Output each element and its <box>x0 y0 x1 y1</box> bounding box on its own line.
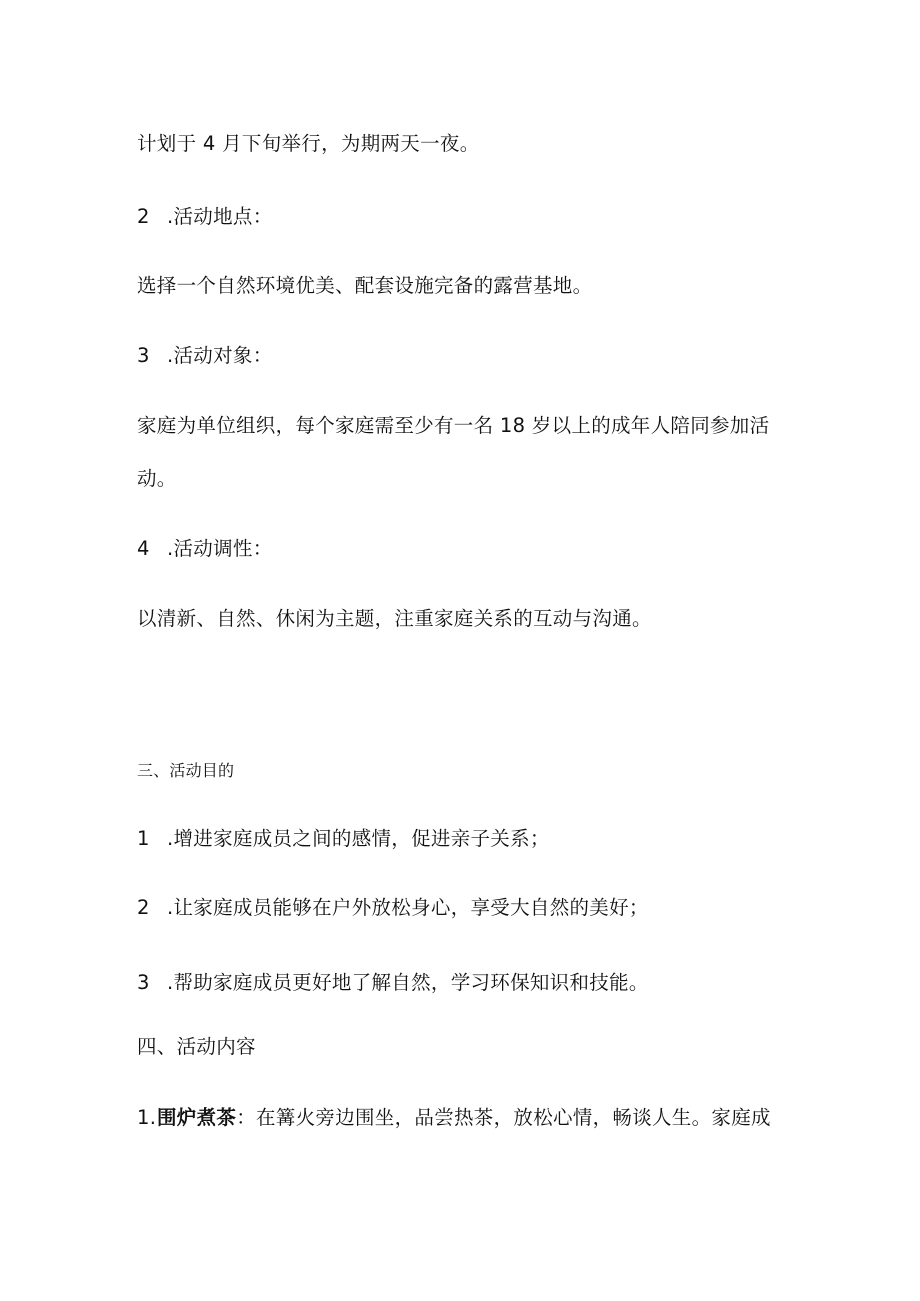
item-number: 4 <box>137 537 150 560</box>
item-audience-heading <box>137 343 273 369</box>
item-number: 1 <box>137 827 150 850</box>
item-number: 2 <box>137 205 150 228</box>
paragraph-audience-line1: 家庭为单位组织，每个家庭需至少有一名 18 岁以上的成年人陪同参加活 <box>137 414 770 437</box>
content-item-title: 围炉煮茶 <box>157 1106 237 1129</box>
item-text: .帮助家庭成员更好地了解自然，学习环保知识和技能。 <box>167 971 649 994</box>
content-item-1 <box>137 1105 771 1131</box>
paragraph-time: 计划于 4 月下旬举行，为期两天一夜。 <box>137 132 480 155</box>
goal-item-3 <box>137 970 649 996</box>
section-heading-goals: 三、活动目的 <box>137 761 235 780</box>
item-number: 3 <box>137 344 150 367</box>
item-location-heading <box>137 204 273 230</box>
paragraph-tone: 以清新、自然、休闲为主题，注重家庭关系的互动与沟通。 <box>137 607 652 630</box>
item-label: .活动对象： <box>167 344 273 367</box>
item-text: ：在篝火旁边围坐，品尝热茶，放松心情，畅谈人生。家庭成 <box>236 1106 771 1129</box>
item-tone-heading <box>137 536 273 562</box>
item-text: .让家庭成员能够在户外放松身心，享受大自然的美好； <box>167 896 649 919</box>
item-number: 2 <box>137 896 150 919</box>
item-label: .活动调性： <box>167 537 273 560</box>
paragraph-audience-line2: 动。 <box>137 467 177 490</box>
paragraph-location: 选择一个自然环境优美、配套设施完备的露营基地。 <box>137 274 593 297</box>
item-number: 1. <box>137 1106 157 1129</box>
item-text: .增进家庭成员之间的感情，促进亲子关系； <box>167 827 550 850</box>
item-label: .活动地点： <box>167 205 273 228</box>
item-number: 3 <box>137 971 150 994</box>
goal-item-1 <box>137 826 550 852</box>
section-heading-content: 四、活动内容 <box>137 1035 256 1058</box>
goal-item-2 <box>137 895 649 921</box>
